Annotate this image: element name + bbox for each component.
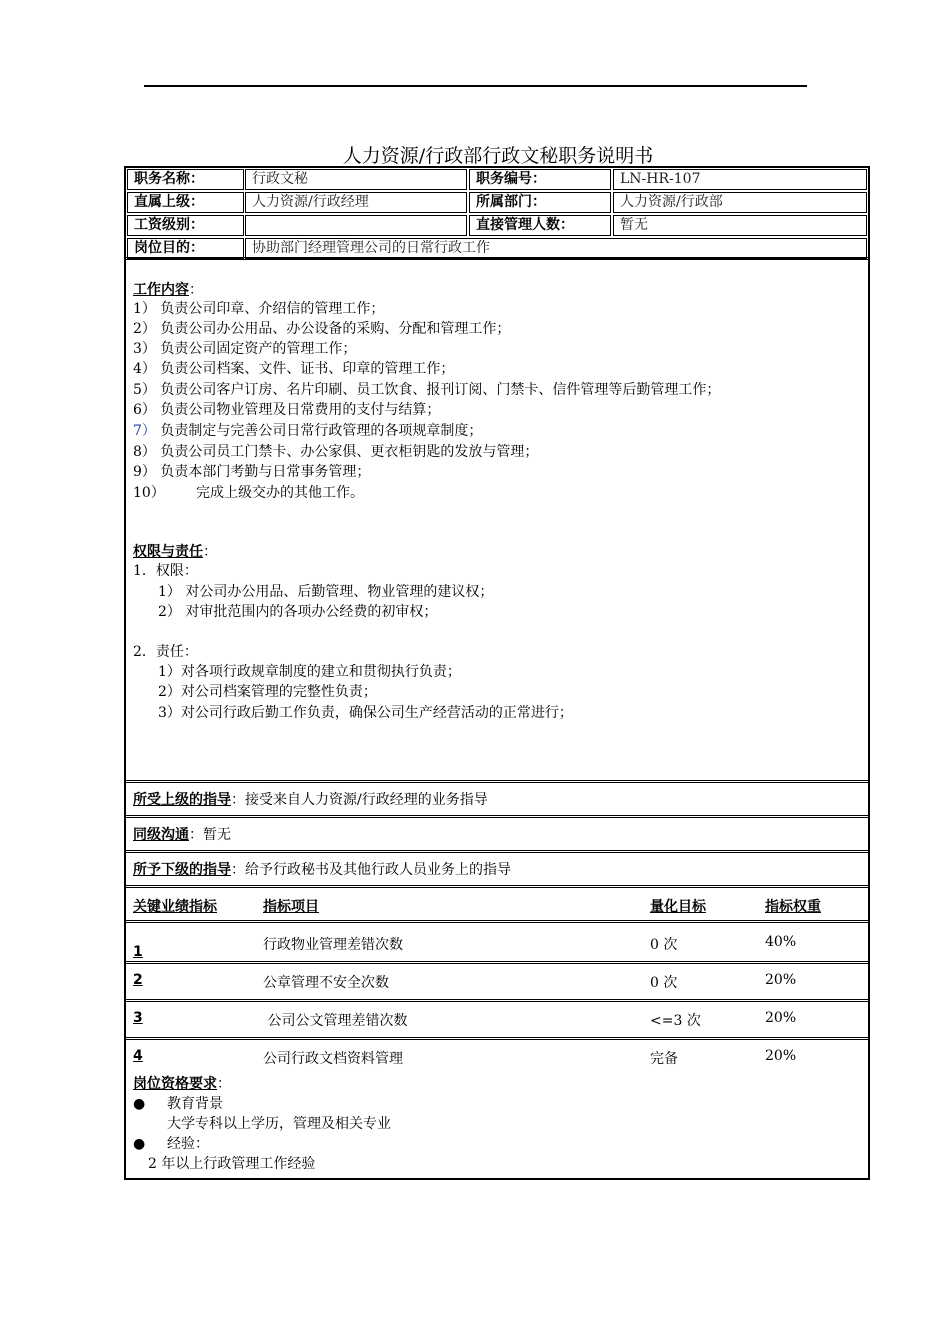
- duty-item: 10） 完成上级交办的其他工作。: [133, 485, 364, 501]
- managed-label: 直接管理人数：: [469, 215, 611, 236]
- page-title: 人力资源/行政部行政文秘职务说明书: [342, 145, 654, 167]
- divider: [126, 961, 868, 964]
- authority-heading: 权限与责任：: [133, 544, 217, 560]
- duty-item: 5） 负责公司客户订房、名片印刷、员工饮食、报刊订阅、门禁卡、信件管理等后勤管理工作；: [133, 382, 721, 398]
- duty-item: 1） 负责公司印章、介绍信的管理工作；: [133, 301, 385, 317]
- duty-item: 8） 负责公司员工门禁卡、办公家俱、更衣柜钥匙的发放与管理；: [133, 444, 539, 460]
- education-title: 教育背景: [167, 1096, 223, 1112]
- purpose-value: 协助部门经理管理公司的日常行政工作: [245, 238, 867, 259]
- divider: [126, 999, 868, 1002]
- superior-value: 人力资源/行政经理: [245, 192, 467, 213]
- rights-title: 1．权限：: [133, 563, 198, 579]
- divider: [126, 780, 868, 783]
- kpi-row-number: 2: [133, 972, 143, 988]
- resp-item: 1）对各项行政规章制度的建立和贯彻执行负责；: [158, 664, 461, 680]
- divider: [126, 885, 868, 888]
- divider: [126, 815, 868, 818]
- kpi-header: 量化目标: [650, 899, 706, 915]
- kpi-row-target: <=3 次: [650, 1013, 701, 1029]
- kpi-header: 指标项目: [263, 899, 319, 915]
- kpi-row-item: 公司行政文档资料管理: [263, 1051, 403, 1067]
- kpi-row-target: 完备: [650, 1051, 678, 1067]
- job-name-label: 职务名称：: [127, 169, 244, 190]
- grade-value: [245, 215, 467, 236]
- kpi-row-number: 4: [133, 1048, 143, 1064]
- duty-item: 4） 负责公司档案、文件、证书、印章的管理工作；: [133, 361, 455, 377]
- guidance-from-superior: 所受上级的指导：接受来自人力资源/行政经理的业务指导: [133, 792, 488, 808]
- divider: [126, 1037, 868, 1040]
- resp-item: 2）对公司档案管理的完整性负责；: [158, 684, 377, 700]
- divider: [126, 257, 868, 260]
- bullet-icon: ●: [133, 1096, 146, 1112]
- kpi-row-item: 行政物业管理差错次数: [263, 937, 403, 953]
- resp-item: 3）对公司行政后勤工作负责，确保公司生产经营活动的正常进行；: [158, 705, 573, 721]
- dept-value: 人力资源/行政部: [613, 192, 867, 213]
- kpi-row-weight: 20%: [765, 972, 797, 988]
- resp-title: 2．责任：: [133, 644, 198, 660]
- superior-label: 直属上级：: [127, 192, 244, 213]
- kpi-row-number: 1: [133, 944, 143, 960]
- duty-item: 9） 负责本部门考勤与日常事务管理；: [133, 464, 371, 480]
- purpose-label: 岗位目的：: [127, 238, 244, 259]
- kpi-row-weight: 20%: [765, 1048, 797, 1064]
- experience-text: 2 年以上行政管理工作经验: [148, 1156, 316, 1172]
- qualification-heading: 岗位资格要求：: [133, 1076, 231, 1092]
- right-item: 1） 对公司办公用品、后勤管理、物业管理的建议权；: [158, 584, 494, 600]
- kpi-row-weight: 40%: [765, 934, 797, 950]
- peer-communication: 同级沟通：暂无: [133, 827, 231, 843]
- dept-label: 所属部门：: [469, 192, 611, 213]
- kpi-header: 指标权重: [765, 899, 821, 915]
- job-name-value: 行政文秘: [245, 169, 467, 190]
- kpi-header: 关键业绩指标: [133, 899, 217, 915]
- kpi-row-item: 公章管理不安全次数: [263, 975, 389, 991]
- education-text: 大学专科以上学历，管理及相关专业: [167, 1116, 391, 1132]
- guidance-to-subordinate: 所予下级的指导：给予行政秘书及其他行政人员业务上的指导: [133, 862, 511, 878]
- bullet-icon: ●: [133, 1136, 146, 1152]
- kpi-row-target: 0 次: [650, 937, 678, 953]
- duty-item: 2） 负责公司办公用品、办公设备的采购、分配和管理工作；: [133, 321, 511, 337]
- job-code-value: LN-HR-107: [613, 169, 867, 190]
- divider: [126, 850, 868, 853]
- kpi-row-number: 3: [133, 1010, 143, 1026]
- grade-label: 工资级别：: [127, 215, 244, 236]
- divider: [126, 920, 868, 923]
- managed-value: 暂无: [613, 215, 867, 236]
- kpi-row-target: 0 次: [650, 975, 678, 991]
- job-code-label: 职务编号：: [469, 169, 611, 190]
- duty-item: 6） 负责公司物业管理及日常费用的支付与结算；: [133, 402, 441, 418]
- top-rule: [144, 85, 807, 87]
- duty-item: 3） 负责公司固定资产的管理工作；: [133, 341, 357, 357]
- experience-title: 经验：: [167, 1136, 209, 1152]
- right-item: 2） 对审批范围内的各项办公经费的初审权；: [158, 604, 438, 620]
- kpi-row-item: 公司公文管理差错次数: [263, 1013, 408, 1029]
- duty-item: 7） 负责制定与完善公司日常行政管理的各项规章制度；: [133, 423, 483, 439]
- duties-heading: 工作内容：: [133, 282, 203, 298]
- kpi-row-weight: 20%: [765, 1010, 797, 1026]
